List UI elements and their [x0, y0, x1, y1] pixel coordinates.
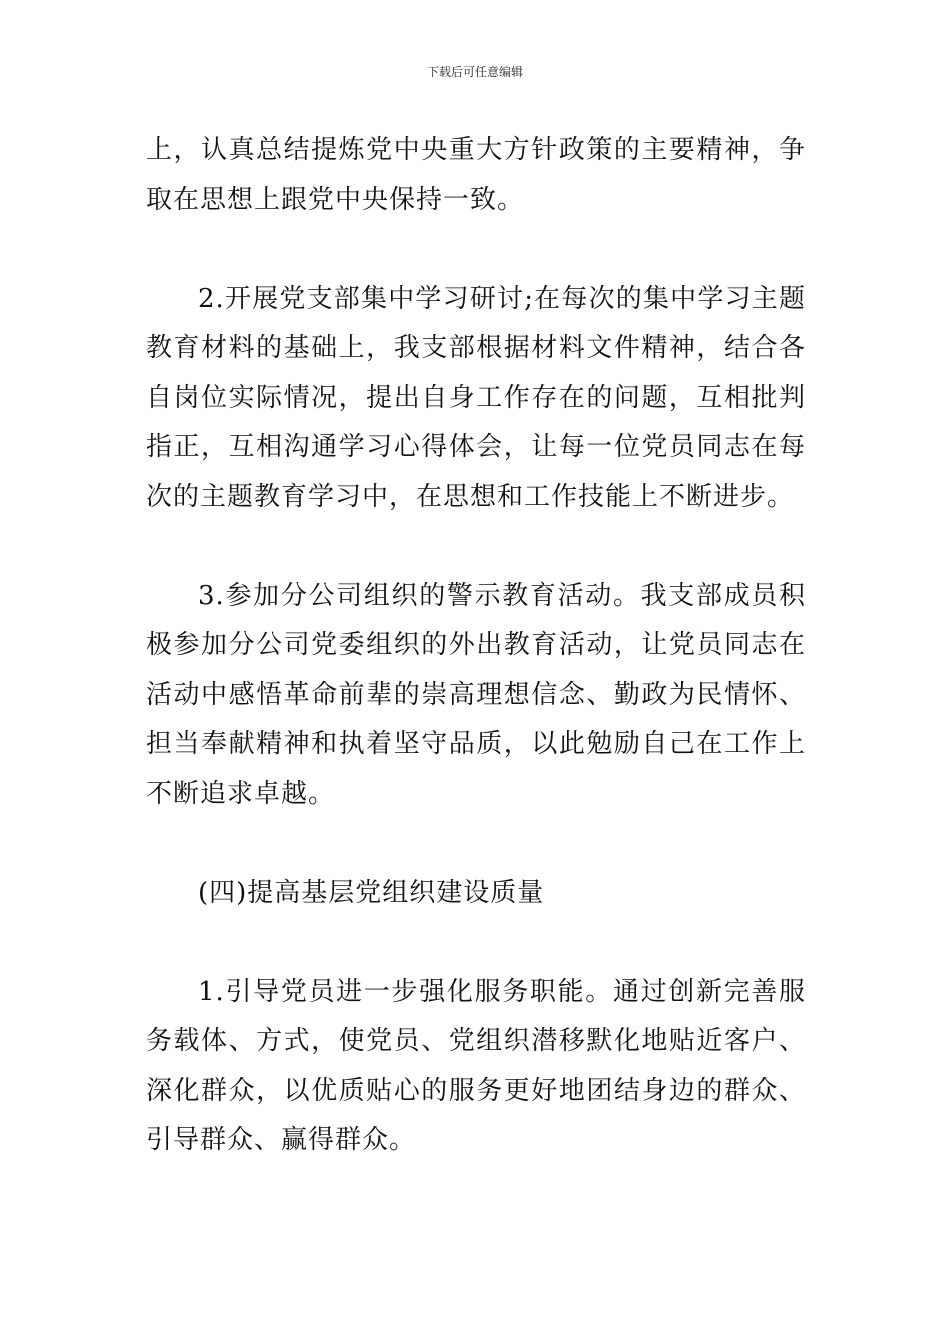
paragraph-gap [146, 819, 806, 869]
paragraph-item-2: 2.开展党支部集中学习研讨;在每次的集中学习主题教育材料的基础上，我支部根据材料文件精神，结合各自岗位实际情况，提出自身工作存在的问题，互相批判指正，互相沟通学习心得体会，让每一位党员同志在每次的主题教育学习中，在思想和工作技能上不断进步。 [146, 283, 806, 512]
paragraph-item-1: 1.引导党员进一步强化服务职能。通过创新完善服务载体、方式，使党员、党组织潜移默化地贴近客户、深化群众，以优质贴心的服务更好地团结身边的群众、引导群众、赢得群众。 [146, 976, 806, 1155]
paragraph-item-3: 3.参加分公司组织的警示教育活动。我支部成员积极参加分公司党委组织的外出教育活动，让党员同志在活动中感悟革命前辈的崇高理想信念、勤政为民情怀、担当奉献精神和执着坚守品质，以此勉励自己在工作上不断追求卓越。 [146, 580, 806, 809]
section-heading-4: (四)提高基层党组织建设质量 [198, 877, 545, 908]
paragraph-gap [146, 225, 806, 275]
page-header-note: 下载后可任意编辑 [426, 65, 523, 79]
paragraph-gap [146, 522, 806, 572]
paragraph-gap [146, 918, 806, 968]
paragraph-continuation: 上，认真总结提炼党中央重大方针政策的主要精神，争取在思想上跟党中央保持一致。 [146, 135, 806, 215]
document-body [146, 126, 806, 1166]
